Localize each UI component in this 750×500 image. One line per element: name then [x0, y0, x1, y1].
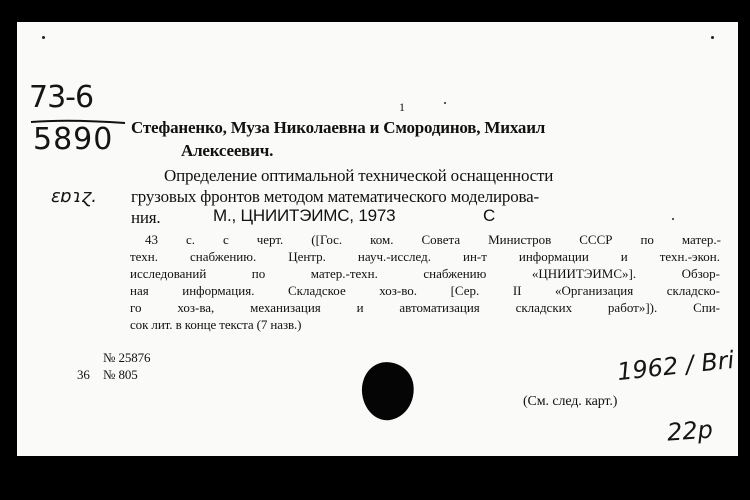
- registration-number-2: № 805: [103, 367, 138, 382]
- description-line-1: 43 с. с черт. ([Гос. ком. Совета Министров СССР по матер.-: [145, 232, 721, 247]
- speck: [42, 36, 45, 39]
- catalog-card: [17, 22, 738, 456]
- card-number: 1: [399, 100, 405, 114]
- handwritten-bottom-note: 22р: [666, 415, 714, 447]
- description-line-2: техн. снабжению. Центр. науч.-исслед. ин-т информации и техн.-экон.: [130, 249, 720, 264]
- handwritten-signature: 1962 / Bri: [615, 345, 736, 387]
- speck: [444, 102, 446, 104]
- title-line-3: ния.: [131, 208, 161, 227]
- speck: [672, 218, 674, 220]
- author-line-1: Стефаненко, Муза Николаевна и Смородинов, Михаил: [131, 118, 546, 137]
- ink-blot: [358, 359, 418, 424]
- registration-number-1: № 25876: [103, 350, 151, 365]
- author-line-2: Алексеевич.: [181, 141, 274, 160]
- handwritten-side-note: ɛɒɿɀ.: [51, 186, 97, 207]
- see-next-card: (См. след. карт.): [523, 394, 618, 409]
- speck: [711, 36, 714, 39]
- registration-prefix: 36: [77, 367, 90, 382]
- description-line-4: ная информация. Складское хоз-во. [Сер. II «Организация складско-: [130, 283, 720, 298]
- imprint: М., ЦНИИТЭИМС, 1973: [213, 206, 396, 225]
- description-line-6: сок лит. в конце текста (7 назв.): [130, 317, 302, 332]
- handwritten-code-bottom: 5890: [33, 122, 114, 157]
- description-line-5: го хоз-ва, механизация и автоматизация складских работ»]). Спи-: [130, 300, 720, 315]
- description-line-3: исследований по матер.-техн. снабжению «ЦНИИТЭИМС»]. Обзор-: [130, 266, 720, 281]
- title-line-2: грузовых фронтов методом математического моделирова-: [131, 187, 539, 206]
- handwritten-code-top: 73-6: [29, 80, 94, 115]
- title-line-1: Определение оптимальной технической оснащенности: [164, 166, 554, 185]
- imprint-letter: С: [483, 206, 496, 225]
